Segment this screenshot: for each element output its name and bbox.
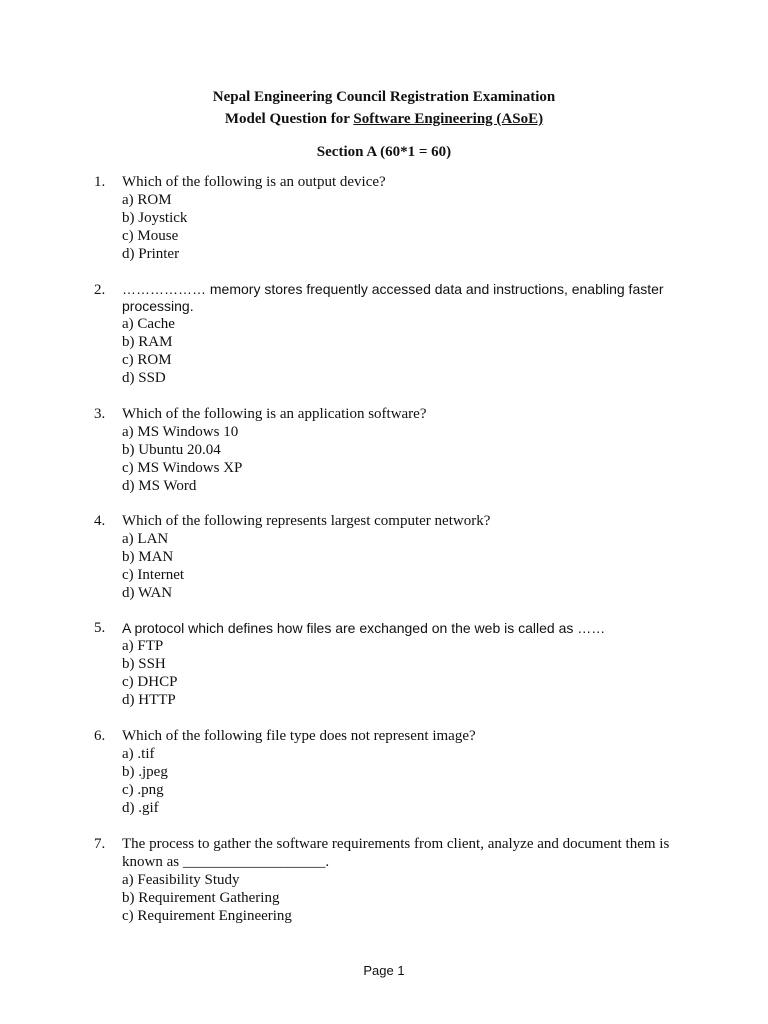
subject-name: Software Engineering (ASoE) bbox=[353, 111, 544, 127]
option-d: d) .gif bbox=[122, 800, 159, 816]
question-number: 3. bbox=[94, 406, 106, 422]
option-list bbox=[122, 423, 242, 495]
option-d: d) HTTP bbox=[122, 692, 176, 708]
option-c: c) Mouse bbox=[122, 228, 179, 244]
option-b: b) .jpeg bbox=[122, 764, 168, 780]
option-c: c) MS Windows XP bbox=[122, 460, 243, 476]
option-list bbox=[122, 191, 187, 263]
option-list bbox=[122, 315, 175, 387]
option-a: a) Feasibility Study bbox=[122, 872, 240, 888]
section-heading: Section A (60*1 = 60) bbox=[316, 144, 452, 160]
question-text: Which of the following is an application software? bbox=[122, 406, 427, 422]
option-list bbox=[122, 871, 292, 925]
exam-title: Nepal Engineering Council Registration Examination bbox=[212, 89, 556, 105]
page-number: Page 1 bbox=[363, 963, 405, 978]
option-a: a) ROM bbox=[122, 192, 172, 208]
option-b: b) SSH bbox=[122, 656, 166, 672]
option-d: d) WAN bbox=[122, 585, 173, 601]
question-number: 2. bbox=[94, 282, 106, 298]
option-d: d) SSD bbox=[122, 370, 166, 386]
option-list bbox=[122, 745, 168, 817]
option-c: c) Internet bbox=[122, 567, 185, 583]
question-text: A protocol which defines how files are exchanged on the web is called as …… bbox=[122, 620, 606, 636]
question-text: ……………… memory stores frequently accessed data and instructions, enabling faster processing. bbox=[122, 281, 664, 314]
option-d: d) Printer bbox=[122, 246, 180, 262]
option-list bbox=[122, 637, 177, 709]
option-b: b) MAN bbox=[122, 549, 174, 565]
option-a: a) LAN bbox=[122, 531, 169, 547]
option-b: b) Requirement Gathering bbox=[122, 890, 280, 906]
option-c: c) DHCP bbox=[122, 674, 178, 690]
option-c: c) Requirement Engineering bbox=[122, 908, 292, 924]
option-b: b) Ubuntu 20.04 bbox=[122, 442, 221, 458]
question-text: Which of the following file type does not represent image? bbox=[122, 728, 476, 744]
option-a: a) Cache bbox=[122, 316, 175, 332]
option-a: a) .tif bbox=[122, 746, 155, 762]
question-number: 7. bbox=[94, 836, 106, 852]
question-text: Which of the following represents largest computer network? bbox=[122, 513, 491, 529]
question-number: 6. bbox=[94, 728, 106, 744]
option-c: c) .png bbox=[122, 782, 164, 798]
question-text: Which of the following is an output device? bbox=[122, 174, 386, 190]
subtitle-prefix: Model Question for bbox=[224, 111, 354, 127]
question-text: The process to gather the software requirements from client, analyze and document them is known as ___________________. bbox=[122, 836, 670, 870]
option-list bbox=[122, 530, 184, 602]
question-number: 4. bbox=[94, 513, 106, 529]
option-b: b) Joystick bbox=[122, 210, 188, 226]
option-a: a) MS Windows 10 bbox=[122, 424, 239, 440]
option-a: a) FTP bbox=[122, 638, 164, 654]
option-c: c) ROM bbox=[122, 352, 172, 368]
exam-subtitle bbox=[0, 110, 768, 128]
option-b: b) RAM bbox=[122, 334, 173, 350]
question-number: 1. bbox=[94, 174, 106, 190]
question-number: 5. bbox=[94, 620, 106, 636]
option-d: d) MS Word bbox=[122, 478, 197, 494]
